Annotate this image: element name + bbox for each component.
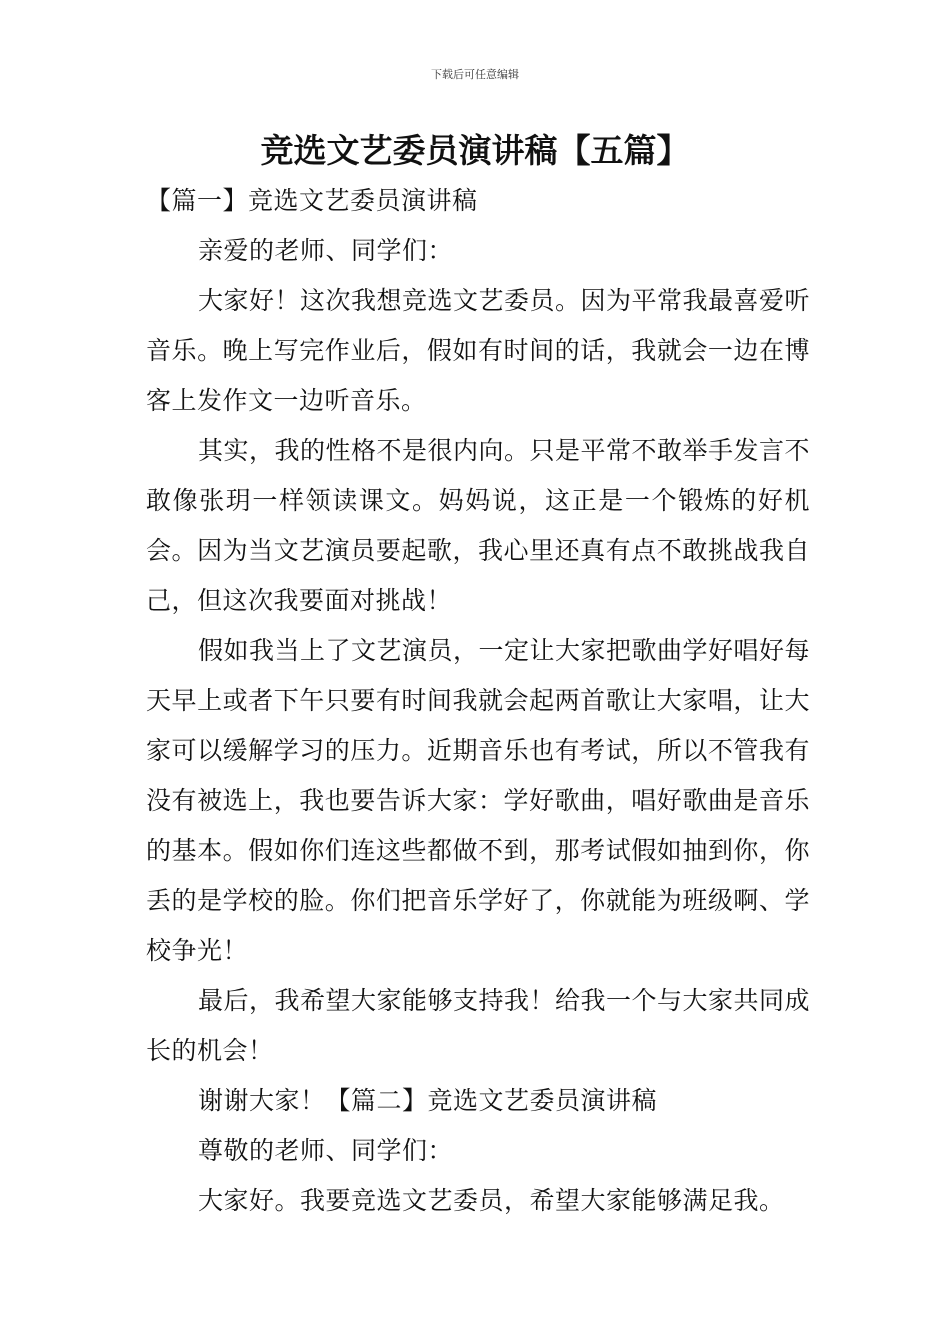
header-note: 下载后可任意编辑: [431, 68, 519, 81]
paragraph: 大家好！这次我想竞选文艺委员。因为平常我最喜爱听音乐。晚上写完作业后，假如有时间的话，我就会一边在博客上发作文一边听音乐。: [146, 286, 811, 415]
document-body: [146, 176, 810, 1226]
salutation: 尊敬的老师、同学们：: [198, 1136, 454, 1165]
salutation: 亲爱的老师、同学们：: [198, 236, 454, 265]
paragraph: 大家好。我要竞选文艺委员，希望大家能够满足我。: [198, 1186, 785, 1215]
paragraph: 最后，我希望大家能够支持我！给我一个与大家共同成长的机会！: [146, 986, 811, 1065]
section-heading: 【篇一】竞选文艺委员演讲稿: [146, 186, 478, 215]
paragraph: 假如我当上了文艺演员，一定让大家把歌曲学好唱好每天早上或者下午只要有时间我就会起两首歌让大家唱，让大家可以缓解学习的压力。近期音乐也有考试，所以不管我有没有被选上，我也要告诉大家：学好歌曲，唱好歌曲是音乐的基本。假如你们连这些都做不到，那考试假如抽到你，你丢的是学校的脸。你们把音乐学好了，你就能为班级啊、学校争光！: [146, 636, 811, 965]
paragraph: 其实，我的性格不是很内向。只是平常不敢举手发言不敢像张玥一样领读课文。妈妈说，这正是一个锻炼的好机会。因为当文艺演员要起歌，我心里还真有点不敢挑战我自己，但这次我要面对挑战！: [146, 436, 811, 615]
paragraph: 谢谢大家！【篇二】竞选文艺委员演讲稿: [198, 1086, 658, 1115]
document-title: 竞选文艺委员演讲稿【五篇】: [260, 131, 690, 170]
